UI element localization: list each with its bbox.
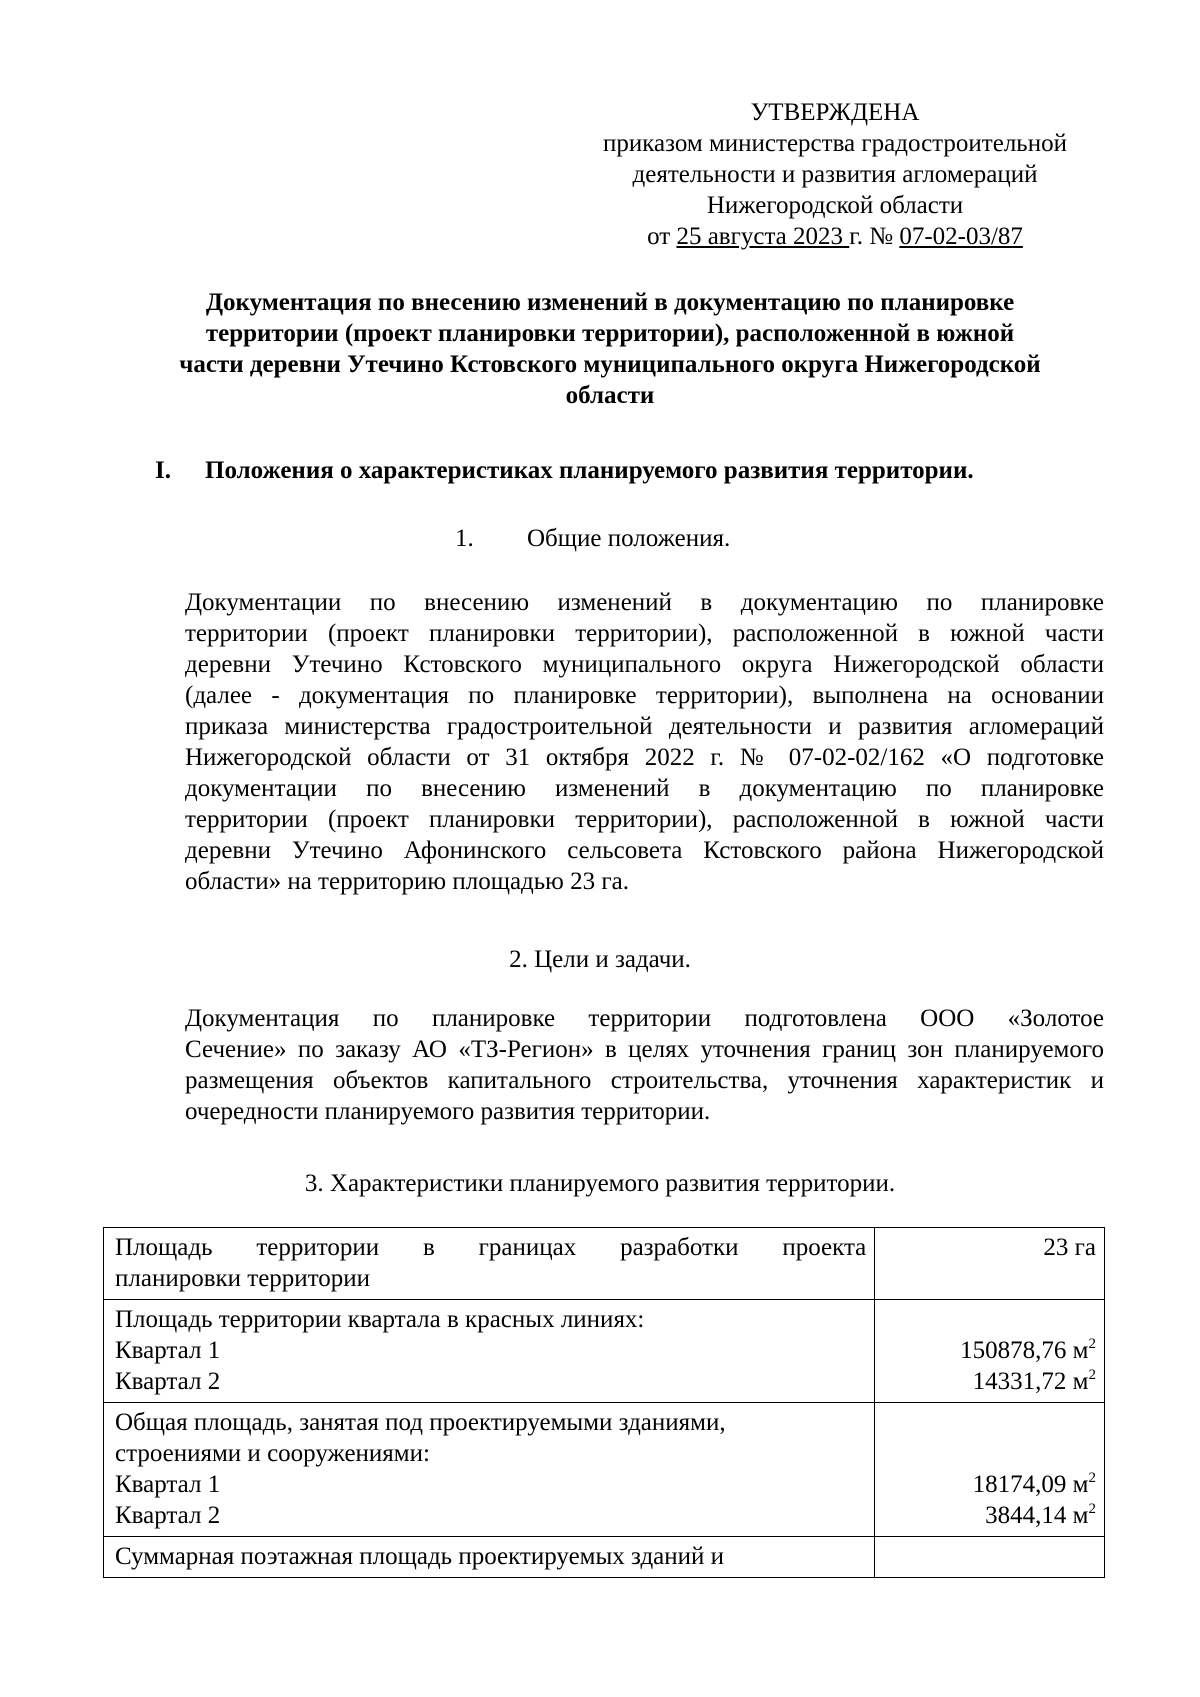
approval-title: УТВЕРЖДЕНА <box>750 99 920 126</box>
table-row <box>104 1403 1105 1537</box>
paragraph-goals <box>113 1003 1104 1127</box>
subsection-number: 1. <box>455 525 474 552</box>
paragraph-line: деревни Утечино Кстовского муниципального округа Нижегородской области <box>185 651 1104 678</box>
paragraph-line: деревни Утечино Афонинского сельсовета Кстовского района Нижегородской <box>185 837 1104 864</box>
paragraph-line: области» на территорию площадью 23 га. <box>185 868 629 895</box>
paragraph-line: Документация по планировке территории подготовлена ООО «Золотое <box>185 1005 1104 1032</box>
section-title: Положения о характеристиках планируемого развития территории. <box>205 457 974 484</box>
paragraph-line: Документации по внесению изменений в документацию по планировке <box>185 589 1104 616</box>
approval-date-line: от 25 августа 2023 г. № 07-02-03/87 <box>647 223 1023 250</box>
characteristics-table <box>103 1227 1105 1578</box>
paragraph-line: размещения объектов капитального строительства, уточнения характеристик и <box>185 1067 1104 1094</box>
paragraph-line: очередности планируемого развития территории. <box>185 1098 711 1125</box>
table-cell-value: 150878,76 $м^2$ 14331,72 $м^2$ <box>875 1300 1105 1403</box>
table-row <box>104 1300 1105 1403</box>
table-cell-value <box>875 1537 1105 1578</box>
table-cell-label: Суммарная поэтажная площадь проектируемых зданий и <box>104 1537 875 1578</box>
approval-number: 07-02-03/87 <box>899 223 1023 250</box>
paragraph-line: Нижегородской области от 31 октября 2022 г. № 07-02-02/162 «О подготовке <box>185 744 1104 771</box>
table-cell-label: Общая площадь, занятая под проектируемыми зданиями, строениями и сооружениями: Квартал 1 Квартал 2 <box>104 1403 875 1537</box>
table-cell-value: 23 га <box>875 1228 1105 1300</box>
subsection-heading-2: 2. Цели и задачи. <box>509 946 691 973</box>
paragraph-line: Сечение» по заказу АО «ТЗ-Регион» в целях уточнения границ зон планируемого <box>185 1036 1104 1063</box>
table-row <box>104 1228 1105 1300</box>
paragraph-line: территории (проект планировки территории), расположенной в южной части <box>185 806 1104 833</box>
approval-line: приказом министерства градостроительной <box>603 130 1067 157</box>
paragraph-general <box>113 587 1104 897</box>
approval-line: деятельности и развития агломераций <box>632 161 1038 188</box>
subsection-heading-3: 3. Характеристики планируемого развития территории. <box>304 1170 896 1197</box>
table-cell-label: Площадь территории квартала в красных линиях: Квартал 1 Квартал 2 <box>104 1300 875 1403</box>
section-heading <box>155 455 1115 486</box>
paragraph-line: (далее - документация по планировке территории), выполнена на основании <box>185 682 1104 709</box>
table-cell-value: 18174,09 $м^2$ 3844,14 $м^2$ <box>875 1403 1105 1537</box>
document-title: Документация по внесению изменений в документацию по планировке территории (проект планировки территории), расположенной в южной части деревни Утечино Кстовского муниципального округа Нижегородской области <box>179 289 1041 409</box>
subsection-title: Общие положения. <box>527 525 731 552</box>
section-number: I. <box>155 457 171 484</box>
table-cell-label: Площадь территории в границах разработки проекта планировки территории <box>104 1228 875 1300</box>
paragraph-line: документации по внесению изменений в документацию по планировке <box>185 775 1104 802</box>
approval-date: 25 августа 2023 <box>676 223 850 250</box>
paragraph-line: территории (проект планировки территории), расположенной в южной части <box>185 620 1104 647</box>
approval-stamp <box>555 97 1115 252</box>
paragraph-line: приказа министерства градостроительной деятельности и развития агломераций <box>185 713 1104 740</box>
approval-line: Нижегородской области <box>706 192 964 219</box>
table-row <box>104 1537 1105 1578</box>
